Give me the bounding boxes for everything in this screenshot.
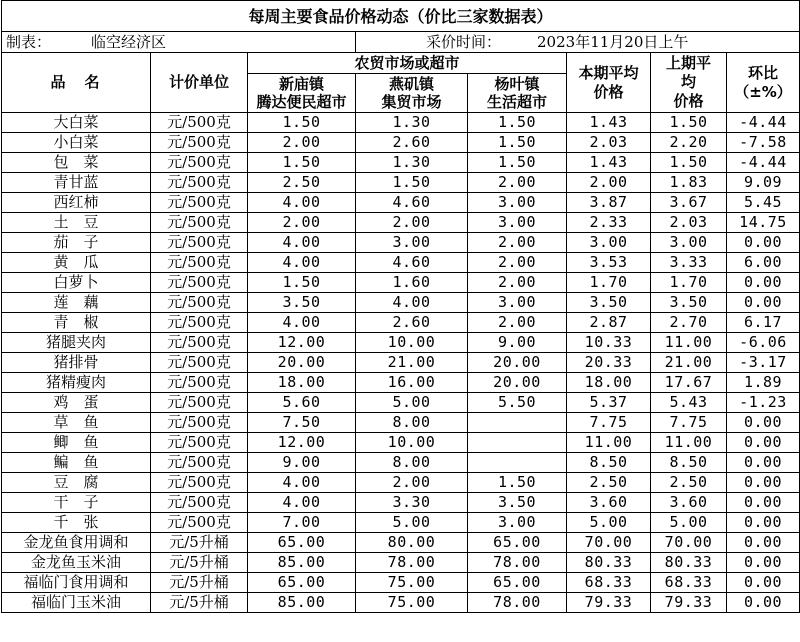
market-1-price-cell: 9.00: [248, 453, 356, 473]
market-3-price-cell: 65.00: [468, 573, 567, 593]
market-3-price-cell: 20.00: [468, 373, 567, 393]
table-row: [2, 273, 800, 293]
avg-price-cell: 79.33: [567, 593, 651, 613]
ratio-cell: 6.00: [727, 253, 800, 273]
market-1-price-cell: 4.00: [248, 493, 356, 513]
ratio-cell: 0.00: [727, 573, 800, 593]
market-2-price-cell: 1.50: [356, 173, 468, 193]
item-name-cell: 福临门玉米油: [2, 593, 151, 613]
ratio-cell: -4.44: [727, 153, 800, 173]
market-1-price-cell: 2.00: [248, 213, 356, 233]
unit-cell: 元/500克: [151, 173, 248, 193]
market-3-price-cell: [468, 453, 567, 473]
market-3-price-cell: 1.50: [468, 473, 567, 493]
ratio-cell: -4.44: [727, 113, 800, 133]
avg-price-cell: 2.03: [567, 133, 651, 153]
ratio-cell: 0.00: [727, 233, 800, 253]
market-1-price-cell: 2.00: [248, 133, 356, 153]
item-name-cell: 草 鱼: [2, 413, 151, 433]
market-3-price-cell: 3.00: [468, 513, 567, 533]
market-3-price-cell: 1.50: [468, 113, 567, 133]
unit-cell: 元/5升桶: [151, 553, 248, 573]
table-row: [2, 353, 800, 373]
avg-price-cell: 18.00: [567, 373, 651, 393]
ratio-cell: 0.00: [727, 273, 800, 293]
header-market-2-line1: 燕矶镇: [388, 75, 434, 93]
header-market-group: 农贸市场或超市: [248, 53, 567, 74]
market-1-price-cell: 3.50: [248, 293, 356, 313]
unit-cell: 元/5升桶: [151, 593, 248, 613]
ratio-cell: 14.75: [727, 213, 800, 233]
market-3-price-cell: 9.00: [468, 333, 567, 353]
market-2-price-cell: 2.00: [356, 473, 468, 493]
market-2-price-cell: 8.00: [356, 453, 468, 473]
market-3-price-cell: 20.00: [468, 353, 567, 373]
unit-cell: 元/500克: [151, 273, 248, 293]
header-prev-line1: 上期平: [665, 54, 711, 72]
header-market-1-line1: 新庙镇: [278, 75, 324, 93]
header-avg: [567, 53, 651, 113]
avg-price-cell: 20.33: [567, 353, 651, 373]
item-name-cell: 莲 藕: [2, 293, 151, 313]
market-1-price-cell: 5.60: [248, 393, 356, 413]
market-2-price-cell: 75.00: [356, 573, 468, 593]
market-3-price-cell: 3.00: [468, 213, 567, 233]
table-row: [2, 413, 800, 433]
item-name-cell: 茄 子: [2, 233, 151, 253]
header-avg-line2: 价格: [593, 82, 624, 101]
table-row: [2, 253, 800, 273]
ratio-cell: 0.00: [727, 513, 800, 533]
ratio-cell: 9.09: [727, 173, 800, 193]
item-name-cell: 千 张: [2, 513, 151, 533]
avg-price-cell: 3.60: [567, 493, 651, 513]
header-market-3: [468, 74, 567, 113]
market-1-price-cell: 1.50: [248, 113, 356, 133]
unit-cell: 元/500克: [151, 133, 248, 153]
table-row: [2, 333, 800, 353]
market-1-price-cell: 4.00: [248, 473, 356, 493]
item-name-cell: 鲫 鱼: [2, 433, 151, 453]
prev-avg-price-cell: 3.67: [651, 193, 727, 213]
unit-cell: 元/500克: [151, 393, 248, 413]
market-3-price-cell: 2.00: [468, 253, 567, 273]
unit-cell: 元/500克: [151, 373, 248, 393]
market-2-price-cell: 3.30: [356, 493, 468, 513]
market-1-price-cell: 7.50: [248, 413, 356, 433]
item-name-cell: 豆 腐: [2, 473, 151, 493]
avg-price-cell: 3.50: [567, 293, 651, 313]
item-name-cell: 鸡 蛋: [2, 393, 151, 413]
prev-avg-price-cell: 5.43: [651, 393, 727, 413]
header-prev-line2: 均: [680, 73, 696, 91]
prev-avg-price-cell: 3.50: [651, 293, 727, 313]
header-market-3-line1: 杨叶镇: [494, 75, 540, 93]
item-name-cell: 干 子: [2, 493, 151, 513]
market-1-price-cell: 1.50: [248, 273, 356, 293]
item-name-cell: 鳊 鱼: [2, 453, 151, 473]
ratio-cell: -1.23: [727, 393, 800, 413]
unit-cell: 元/500克: [151, 513, 248, 533]
item-name-cell: 青 椒: [2, 313, 151, 333]
avg-price-cell: 80.33: [567, 553, 651, 573]
maker-value: 临空经济区: [91, 32, 167, 51]
table-row: [2, 513, 800, 533]
market-2-price-cell: 5.00: [356, 393, 468, 413]
prev-avg-price-cell: 2.50: [651, 473, 727, 493]
table-row: [2, 233, 800, 253]
ratio-cell: 0.00: [727, 413, 800, 433]
ratio-cell: 0.00: [727, 453, 800, 473]
prev-avg-price-cell: 3.33: [651, 253, 727, 273]
header-market-3-line2: 生活超市: [486, 93, 547, 111]
prev-avg-price-cell: 80.33: [651, 553, 727, 573]
table-row: [2, 373, 800, 393]
date-label: 采价时间：: [426, 32, 502, 51]
unit-cell: 元/500克: [151, 253, 248, 273]
market-3-price-cell: [468, 433, 567, 453]
table-row: [2, 173, 800, 193]
item-name-cell: 金龙鱼玉米油: [2, 553, 151, 573]
table-row: [2, 293, 800, 313]
table-row: [2, 133, 800, 153]
avg-price-cell: 3.53: [567, 253, 651, 273]
market-2-price-cell: 16.00: [356, 373, 468, 393]
prev-avg-price-cell: 2.20: [651, 133, 727, 153]
table-row: [2, 113, 800, 133]
market-1-price-cell: 4.00: [248, 253, 356, 273]
avg-price-cell: 68.33: [567, 573, 651, 593]
item-name-cell: 包 菜: [2, 153, 151, 173]
header-unit: 计价单位: [151, 53, 248, 113]
item-name-cell: 西红柿: [2, 193, 151, 213]
market-1-price-cell: 1.50: [248, 153, 356, 173]
prev-avg-price-cell: 7.75: [651, 413, 727, 433]
market-2-price-cell: 80.00: [356, 533, 468, 553]
market-2-price-cell: 21.00: [356, 353, 468, 373]
market-1-price-cell: 4.00: [248, 233, 356, 253]
header-ratio-line1: 环比: [748, 63, 779, 82]
prev-avg-price-cell: 68.33: [651, 573, 727, 593]
header-market-2: [356, 74, 468, 113]
price-table: [1, 0, 800, 613]
avg-price-cell: 10.33: [567, 333, 651, 353]
market-3-price-cell: [468, 413, 567, 433]
market-2-price-cell: 5.00: [356, 513, 468, 533]
table-row: [2, 213, 800, 233]
unit-cell: 元/500克: [151, 153, 248, 173]
market-1-price-cell: 85.00: [248, 553, 356, 573]
market-1-price-cell: 4.00: [248, 193, 356, 213]
table-row: [2, 493, 800, 513]
avg-price-cell: 11.00: [567, 433, 651, 453]
prev-avg-price-cell: 11.00: [651, 433, 727, 453]
market-3-price-cell: 78.00: [468, 593, 567, 613]
unit-cell: 元/500克: [151, 353, 248, 373]
market-2-price-cell: 2.60: [356, 133, 468, 153]
ratio-cell: 0.00: [727, 533, 800, 553]
maker-label: 制表：: [6, 32, 52, 51]
market-1-price-cell: 65.00: [248, 533, 356, 553]
table-row: [2, 453, 800, 473]
header-avg-line1: 本期平均: [578, 63, 639, 82]
item-name-cell: 小白菜: [2, 133, 151, 153]
header-row-1: [2, 53, 800, 74]
market-3-price-cell: 3.00: [468, 293, 567, 313]
prev-avg-price-cell: 70.00: [651, 533, 727, 553]
table-row: [2, 473, 800, 493]
table-row: [2, 433, 800, 453]
item-name-cell: 猪精瘦肉: [2, 373, 151, 393]
unit-cell: 元/500克: [151, 433, 248, 453]
market-2-price-cell: 4.00: [356, 293, 468, 313]
avg-price-cell: 2.00: [567, 173, 651, 193]
market-2-price-cell: 1.30: [356, 113, 468, 133]
item-name-cell: 青甘蓝: [2, 173, 151, 193]
item-name-cell: 土 豆: [2, 213, 151, 233]
item-name-cell: 福临门食用调和: [2, 573, 151, 593]
avg-price-cell: 7.75: [567, 413, 651, 433]
avg-price-cell: 3.87: [567, 193, 651, 213]
market-2-price-cell: 2.60: [356, 313, 468, 333]
market-2-price-cell: 1.30: [356, 153, 468, 173]
market-1-price-cell: 7.00: [248, 513, 356, 533]
market-3-price-cell: 1.50: [468, 153, 567, 173]
market-1-price-cell: 20.00: [248, 353, 356, 373]
market-2-price-cell: 8.00: [356, 413, 468, 433]
ratio-cell: 0.00: [727, 553, 800, 573]
unit-cell: 元/500克: [151, 233, 248, 253]
market-1-price-cell: 65.00: [248, 573, 356, 593]
unit-cell: 元/500克: [151, 413, 248, 433]
avg-price-cell: 8.50: [567, 453, 651, 473]
prev-avg-price-cell: 79.33: [651, 593, 727, 613]
market-1-price-cell: 85.00: [248, 593, 356, 613]
market-1-price-cell: 4.00: [248, 313, 356, 333]
item-name-cell: 猪排骨: [2, 353, 151, 373]
avg-price-cell: 1.70: [567, 273, 651, 293]
prev-avg-price-cell: 5.00: [651, 513, 727, 533]
ratio-cell: -3.17: [727, 353, 800, 373]
header-market-2-line2: 集贸市场: [381, 93, 442, 111]
avg-price-cell: 5.37: [567, 393, 651, 413]
ratio-cell: 1.89: [727, 373, 800, 393]
avg-price-cell: 5.00: [567, 513, 651, 533]
avg-price-cell: 3.00: [567, 233, 651, 253]
ratio-cell: 0.00: [727, 473, 800, 493]
market-1-price-cell: 12.00: [248, 333, 356, 353]
market-3-price-cell: 65.00: [468, 533, 567, 553]
market-2-price-cell: 4.60: [356, 253, 468, 273]
market-2-price-cell: 2.00: [356, 213, 468, 233]
avg-price-cell: 70.00: [567, 533, 651, 553]
title-row: [2, 1, 800, 32]
header-prev-line3: 价格: [673, 92, 704, 110]
ratio-cell: 0.00: [727, 493, 800, 513]
date-value: 2023年11月20日上午: [537, 32, 689, 51]
market-3-price-cell: 2.00: [468, 233, 567, 253]
unit-cell: 元/500克: [151, 113, 248, 133]
unit-cell: 元/500克: [151, 293, 248, 313]
avg-price-cell: 2.33: [567, 213, 651, 233]
market-3-price-cell: 3.00: [468, 193, 567, 213]
header-prev: [651, 53, 727, 113]
table-row: [2, 193, 800, 213]
header-name: 品 名: [2, 53, 151, 113]
table-title: 每周主要食品价格动态（价比三家数据表）: [2, 1, 800, 32]
prev-avg-price-cell: 3.00: [651, 233, 727, 253]
avg-price-cell: 2.50: [567, 473, 651, 493]
item-name-cell: 猪腿夹肉: [2, 333, 151, 353]
unit-cell: 元/5升桶: [151, 533, 248, 553]
prev-avg-price-cell: 1.83: [651, 173, 727, 193]
unit-cell: 元/500克: [151, 493, 248, 513]
market-2-price-cell: 1.60: [356, 273, 468, 293]
table-row: [2, 313, 800, 333]
market-3-price-cell: 2.00: [468, 173, 567, 193]
unit-cell: 元/500克: [151, 453, 248, 473]
unit-cell: 元/5升桶: [151, 573, 248, 593]
market-3-price-cell: 2.00: [468, 313, 567, 333]
item-name-cell: 黄 瓜: [2, 253, 151, 273]
avg-price-cell: 2.87: [567, 313, 651, 333]
item-name-cell: 金龙鱼食用调和: [2, 533, 151, 553]
market-3-price-cell: 78.00: [468, 553, 567, 573]
avg-price-cell: 1.43: [567, 113, 651, 133]
info-row: [2, 32, 800, 53]
ratio-cell: 5.45: [727, 193, 800, 213]
date-cell: [356, 32, 800, 53]
table-row: [2, 533, 800, 553]
prev-avg-price-cell: 1.50: [651, 153, 727, 173]
market-3-price-cell: 1.50: [468, 133, 567, 153]
prev-avg-price-cell: 1.50: [651, 113, 727, 133]
ratio-cell: 0.00: [727, 593, 800, 613]
table-row: [2, 393, 800, 413]
table-row: [2, 553, 800, 573]
table-row: [2, 593, 800, 613]
market-3-price-cell: 3.50: [468, 493, 567, 513]
unit-cell: 元/500克: [151, 313, 248, 333]
unit-cell: 元/500克: [151, 333, 248, 353]
maker-cell: [2, 32, 356, 53]
ratio-cell: 6.17: [727, 313, 800, 333]
market-2-price-cell: 75.00: [356, 593, 468, 613]
prev-avg-price-cell: 1.70: [651, 273, 727, 293]
ratio-cell: -6.06: [727, 333, 800, 353]
market-2-price-cell: 10.00: [356, 433, 468, 453]
prev-avg-price-cell: 21.00: [651, 353, 727, 373]
ratio-cell: 0.00: [727, 433, 800, 453]
item-name-cell: 白萝卜: [2, 273, 151, 293]
market-2-price-cell: 10.00: [356, 333, 468, 353]
market-2-price-cell: 4.60: [356, 193, 468, 213]
table-row: [2, 573, 800, 593]
item-name-cell: 大白菜: [2, 113, 151, 133]
header-market-1: [248, 74, 356, 113]
market-3-price-cell: 5.50: [468, 393, 567, 413]
ratio-cell: 0.00: [727, 293, 800, 313]
header-ratio: [727, 53, 800, 113]
unit-cell: 元/500克: [151, 213, 248, 233]
unit-cell: 元/500克: [151, 193, 248, 213]
header-market-1-line2: 腾达便民超市: [256, 93, 347, 111]
market-2-price-cell: 78.00: [356, 553, 468, 573]
prev-avg-price-cell: 8.50: [651, 453, 727, 473]
table-row: [2, 153, 800, 173]
unit-cell: 元/500克: [151, 473, 248, 493]
market-2-price-cell: 3.00: [356, 233, 468, 253]
market-3-price-cell: 2.00: [468, 273, 567, 293]
market-1-price-cell: 18.00: [248, 373, 356, 393]
prev-avg-price-cell: 17.67: [651, 373, 727, 393]
prev-avg-price-cell: 2.03: [651, 213, 727, 233]
ratio-cell: -7.58: [727, 133, 800, 153]
market-1-price-cell: 2.50: [248, 173, 356, 193]
avg-price-cell: 1.43: [567, 153, 651, 173]
header-ratio-line2: （±%）: [734, 82, 792, 101]
prev-avg-price-cell: 3.60: [651, 493, 727, 513]
market-1-price-cell: 12.00: [248, 433, 356, 453]
prev-avg-price-cell: 2.70: [651, 313, 727, 333]
prev-avg-price-cell: 11.00: [651, 333, 727, 353]
